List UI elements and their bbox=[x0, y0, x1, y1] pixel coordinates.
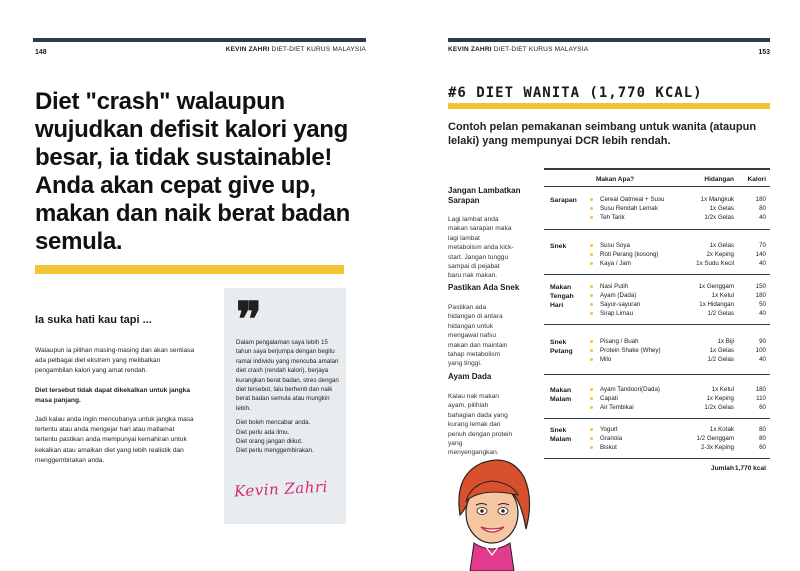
total-label: Jumlah bbox=[710, 465, 734, 472]
running-head bbox=[226, 46, 366, 53]
food-name: Roti Perang (kosong) bbox=[600, 251, 659, 258]
headline-underline bbox=[35, 265, 344, 274]
sidebar-text: Pastikan ada hidangan di antara hidangan untuk mengawal nafsu makan dan maintain tahap metabolism yang tinggi. bbox=[448, 304, 508, 368]
food-name: Ayam Tandoori(Dada) bbox=[600, 386, 660, 393]
signature: Kevin Zahri bbox=[233, 477, 329, 501]
total-value: 1,770 kcal bbox=[734, 465, 766, 472]
calories: 40 bbox=[759, 260, 766, 267]
food-name: Air Tembikai bbox=[600, 404, 634, 411]
meal-category: Snek Malam bbox=[550, 427, 572, 443]
food-name: Milo bbox=[600, 356, 612, 363]
section-rule bbox=[544, 274, 770, 275]
calories: 50 bbox=[759, 301, 766, 308]
food-name: Granola bbox=[600, 435, 623, 442]
quote-line: Diet orang jangan diikut. bbox=[236, 438, 303, 446]
food-name: Kaya / Jam bbox=[600, 260, 631, 267]
section-rule bbox=[544, 374, 770, 375]
calories: 40 bbox=[759, 310, 766, 317]
calories: 150 bbox=[755, 283, 766, 290]
paragraph-3: Jadi kalau anda ingin mencubanya untuk jangka masa tertentu atau anda mengejar hari atau matlamat tertentu pastikan anda mempunyai kemahiran untuk kekalkan atau amalkan diet yang lebih realistik dan menggembirakan anda. bbox=[35, 416, 194, 464]
sidebar-heading: Ayam Dada bbox=[448, 372, 492, 381]
running-head-title: DIET-DIET KURUS MALAYSIA bbox=[493, 46, 589, 53]
food-name: Teh Tarik bbox=[600, 214, 625, 221]
calories: 80 bbox=[759, 205, 766, 212]
table-header-rule bbox=[544, 186, 770, 187]
quote-box bbox=[224, 288, 346, 524]
section-rule bbox=[544, 324, 770, 325]
calories: 80 bbox=[759, 435, 766, 442]
bullet-dot bbox=[590, 285, 593, 288]
food-item bbox=[590, 395, 618, 402]
calories: 80 bbox=[759, 426, 766, 433]
intro-text: Contoh pelan pemakanan seimbang untuk wanita (ataupun lelaki) yang mempunyai DCR lebih rendah. bbox=[448, 121, 757, 147]
diet-title: #6 DIET WANITA (1,770 KCAL) bbox=[448, 85, 703, 101]
food-name: Nasi Putih bbox=[600, 283, 629, 290]
bullet-dot bbox=[590, 397, 593, 400]
sidebar-heading: Pastikan Ada Snek bbox=[448, 283, 520, 292]
bullet-dot bbox=[590, 446, 593, 449]
serving: 1x Mangkuk bbox=[700, 196, 734, 203]
food-item bbox=[590, 444, 617, 451]
calories: 110 bbox=[756, 395, 766, 402]
bullet-dot bbox=[590, 340, 593, 343]
bullet-dot bbox=[590, 207, 593, 210]
sidebar-text: Lagi lambat anda makan sarapan maka lagi lambat metabolism anda kick-start. Jangan tunggu sampai di pejabat baru nak makan. bbox=[448, 216, 514, 280]
headline: Diet "crash" walaupun wujudkan defisit kalori yang besar, ia tidak sustainable! Anda akan cepat give up, makan dan naik berat badan semula. bbox=[35, 88, 350, 255]
bullet-dot bbox=[590, 303, 593, 306]
food-item bbox=[590, 214, 625, 221]
serving: 1x Gelas bbox=[709, 205, 734, 212]
serving: 1x Ketul bbox=[711, 386, 734, 393]
bullet-dot bbox=[590, 437, 593, 440]
food-item bbox=[590, 435, 622, 442]
running-head-author: KEVIN ZAHRI bbox=[225, 46, 270, 53]
calories: 40 bbox=[759, 214, 766, 221]
section-rule bbox=[544, 229, 770, 230]
quote-line: Diet boleh mencabar anda. bbox=[236, 419, 311, 427]
food-item bbox=[590, 426, 618, 433]
quote-text bbox=[236, 338, 340, 456]
bullet-dot bbox=[590, 216, 593, 219]
meal-category: Sarapan bbox=[550, 197, 577, 204]
serving: 1/2x Gelas bbox=[704, 404, 734, 411]
serving: 1x Keping bbox=[706, 395, 734, 402]
quote-icon: ❞ bbox=[236, 292, 262, 348]
subheading: Ia suka hati kau tapi ... bbox=[35, 314, 152, 326]
serving: 1x Kotak bbox=[709, 426, 734, 433]
quote-line: Diet perlu ada ilmu. bbox=[236, 428, 290, 436]
paragraph-2: Diet tersebut tidak dapat dikekalkan untuk jangka masa panjang. bbox=[35, 386, 190, 404]
food-name: Protein Shake (Whey) bbox=[600, 347, 661, 354]
serving: 1x Gelas bbox=[709, 347, 734, 354]
bullet-dot bbox=[590, 294, 593, 297]
serving: 1/2 Genggam bbox=[696, 435, 734, 442]
bullet-dot bbox=[590, 198, 593, 201]
calories: 70 bbox=[759, 242, 766, 249]
food-name: Biskut bbox=[600, 444, 617, 451]
paragraph-1: Walaupun ia pilihan masing-masing dan akan sentiasa ada pelbagai diet ekstrem yang melibatkan pengambilan kalori yang amat rendah. bbox=[35, 347, 195, 375]
section-rule bbox=[544, 418, 770, 419]
food-name: Susu Rendah Lemak bbox=[600, 205, 658, 212]
calories: 40 bbox=[759, 356, 766, 363]
food-name: Susu Soya bbox=[600, 242, 630, 249]
running-head bbox=[448, 46, 588, 53]
bullet-dot bbox=[590, 253, 593, 256]
calories: 90 bbox=[759, 338, 766, 345]
food-item bbox=[590, 283, 628, 290]
quote-paragraph: Dalam pengalaman saya lebih 15 tahun saya berjumpa dengan begitu ramai individu yang mencuba amalan diet crash (rendah kalori), berjaya kurangkan berat badan, stres dengan diet tersebut, lalu berhenti dan naik berat badan semula atau mungkin lebih. bbox=[236, 339, 339, 412]
serving: 1/2 Gelas bbox=[707, 310, 734, 317]
bullet-dot bbox=[590, 428, 593, 431]
food-name: Sirap Limau bbox=[600, 310, 634, 317]
page-number: 153 bbox=[758, 49, 770, 56]
meal-category: Makan Malam bbox=[550, 387, 572, 403]
calories: 60 bbox=[759, 444, 766, 451]
bullet-dot bbox=[590, 388, 593, 391]
calories: 180 bbox=[755, 196, 766, 203]
right-page bbox=[400, 0, 800, 571]
serving: 1x Sudu Kecil bbox=[696, 260, 734, 267]
serving: 2-3x Keping bbox=[700, 444, 734, 451]
running-head-author: KEVIN ZAHRI bbox=[448, 46, 492, 53]
section-rule bbox=[544, 458, 770, 459]
top-bar bbox=[448, 38, 770, 42]
sidebar-text: Kalau nak makan ayam, pilihlah bahagian dada yang kurang lemak dan penuh dengan protein yang menyengangkan. bbox=[448, 393, 513, 457]
column-header-calories: Kalori bbox=[747, 176, 766, 183]
table-top-rule bbox=[544, 168, 770, 170]
column-header-food: Makan Apa? bbox=[596, 176, 635, 183]
calories: 180 bbox=[755, 386, 766, 393]
body-text bbox=[35, 346, 197, 475]
calories: 100 bbox=[755, 347, 766, 354]
food-name: Cereal Oatmeal + Susu bbox=[600, 196, 665, 203]
serving: 1x Hidangan bbox=[699, 301, 734, 308]
food-name: Pisang / Buah bbox=[600, 338, 639, 345]
running-head-title: DIET-DIET KURUS MALAYSIA bbox=[271, 46, 366, 53]
serving: 1x Genggam bbox=[698, 283, 734, 290]
meal-category: Snek Petang bbox=[550, 339, 573, 355]
serving: 1/2x Gelas bbox=[704, 214, 734, 221]
serving: 1x Gelas bbox=[709, 242, 734, 249]
sidebar-heading: Jangan Lambatkan Sarapan bbox=[448, 186, 521, 205]
calories: 180 bbox=[755, 292, 766, 299]
food-name: Capati bbox=[600, 395, 618, 402]
food-name: Sayur-sayuran bbox=[600, 301, 641, 308]
title-underline bbox=[448, 103, 770, 109]
meal-category: Makan Tengah Hari bbox=[550, 284, 574, 309]
serving: 1/2 Gelas bbox=[707, 356, 734, 363]
quote-line: Diet perlu menggembirakan. bbox=[236, 447, 314, 455]
food-item bbox=[590, 356, 611, 363]
calories: 140 bbox=[755, 251, 766, 258]
serving: 1x Biji bbox=[717, 338, 734, 345]
bullet-dot bbox=[590, 349, 593, 352]
bullet-dot bbox=[590, 312, 593, 315]
bullet-dot bbox=[590, 406, 593, 409]
top-bar bbox=[33, 38, 366, 42]
serving: 1x Ketul bbox=[711, 292, 734, 299]
bullet-dot bbox=[590, 244, 593, 247]
serving: 2x Keping bbox=[706, 251, 734, 258]
meal-category: Snek bbox=[550, 243, 567, 250]
column-header-serving: Hidangan bbox=[704, 176, 734, 183]
food-name: Yogurt bbox=[600, 426, 618, 433]
bullet-dot bbox=[590, 262, 593, 265]
bullet-dot bbox=[590, 358, 593, 361]
food-name: Ayam (Dada) bbox=[600, 292, 637, 299]
cartoon-woman-icon bbox=[452, 455, 534, 571]
calories: 60 bbox=[759, 404, 766, 411]
page-number: 148 bbox=[35, 49, 47, 56]
